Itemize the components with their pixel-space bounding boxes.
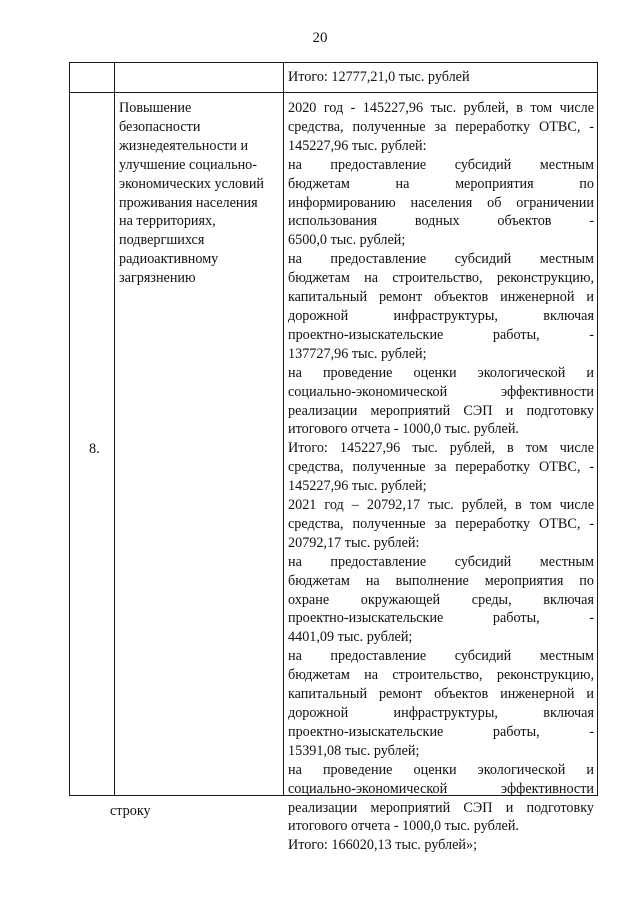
funding-line: средства, полученные за переработку ОТВС, - xyxy=(288,459,594,476)
footer-word: строку xyxy=(110,803,151,819)
funding-line: проектно-изыскательские работы, - xyxy=(288,326,594,343)
funding-line: 145227,96 тыс. рублей; xyxy=(288,478,427,495)
funding-line: информированию населения об ограничении xyxy=(288,194,594,211)
funding-line: использования водных объектов - xyxy=(288,213,594,230)
measure-line: Повышение xyxy=(119,100,192,116)
funding-line: на предоставление субсидий местным xyxy=(288,553,594,570)
funding-line: капитальный ремонт объектов инженерной и xyxy=(288,686,594,703)
funding-line: итогового отчета - 1000,0 тыс. рублей. xyxy=(288,421,519,438)
measure-line: улучшение социально- xyxy=(119,156,257,173)
top-row-total: Итого: 12777,21,0 тыс. рублей xyxy=(288,69,470,85)
funding-line: Итого: 166020,13 тыс. рублей»; xyxy=(288,837,478,854)
funding-line: капитальный ремонт объектов инженерной и xyxy=(288,289,594,306)
funding-line: на проведение оценки экологической и xyxy=(288,364,594,381)
row-divider xyxy=(70,92,597,93)
funding-line: 137727,96 тыс. рублей; xyxy=(288,345,427,362)
funding-line: на проведение оценки экологической и xyxy=(288,761,594,778)
measure-line: подвергшихся xyxy=(119,232,205,249)
funding-line: 15391,08 тыс. рублей; xyxy=(288,742,420,759)
funding-line: дорожной инфраструктуры, включая xyxy=(288,307,594,324)
column-divider-number xyxy=(114,63,115,795)
funding-line: итогового отчета - 1000,0 тыс. рублей. xyxy=(288,818,519,835)
funding-line: дорожной инфраструктуры, включая xyxy=(288,705,594,721)
row-number: 8. xyxy=(89,441,100,457)
measure-line: радиоактивному xyxy=(119,251,219,268)
funding-line: средства, полученные за переработку ОТВС, - xyxy=(288,515,594,532)
funding-line: социально-экономической эффективности xyxy=(288,383,594,400)
funding-line: бюджетам на мероприятия по xyxy=(288,175,594,192)
funding-line: средства, полученные за переработку ОТВС, - xyxy=(288,118,594,135)
funding-line: 6500,0 тыс. рублей; xyxy=(288,232,406,249)
measure-line: на территориях, xyxy=(119,213,216,230)
funding-line: охране окружающей среды, включая xyxy=(288,591,594,608)
funding-line: реализации мероприятий СЭП и подготовку xyxy=(288,799,594,816)
funding-line: бюджетам на строительство, реконструкцию, xyxy=(288,270,594,287)
funding-line: реализации мероприятий СЭП и подготовку xyxy=(288,402,594,419)
funding-line: на предоставление субсидий местным xyxy=(288,648,594,665)
funding-line: на предоставление субсидий местным xyxy=(288,156,594,173)
measure-line: проживания населения xyxy=(119,194,258,211)
measure-line: жизнедеятельности и xyxy=(119,137,249,154)
funding-line: 145227,96 тыс. рублей: xyxy=(288,137,427,154)
measure-line: экономических условий xyxy=(119,175,264,192)
funding-line: 2020 год - 145227,96 тыс. рублей, в том числе xyxy=(288,100,594,116)
measure-line: загрязнению xyxy=(119,270,196,287)
page-number: 20 xyxy=(312,30,328,46)
funding-line: социально-экономической эффективности xyxy=(288,780,594,797)
funding-line: 20792,17 тыс. рублей: xyxy=(288,534,420,551)
funding-line: на предоставление субсидий местным xyxy=(288,251,594,268)
funding-line: бюджетам на строительство, реконструкцию, xyxy=(288,667,594,684)
funding-details xyxy=(288,99,594,855)
funding-line: 4401,09 тыс. рублей; xyxy=(288,629,413,646)
funding-line: 2021 год – 20792,17 тыс. рублей, в том числе xyxy=(288,497,594,514)
funding-line: проектно-изыскательские работы, - xyxy=(288,723,594,740)
measure-line: безопасности xyxy=(119,118,201,135)
measure-name xyxy=(119,99,284,288)
funding-line: Итого: 145227,96 тыс. рублей, в том числе xyxy=(288,440,594,457)
funding-line: бюджетам на выполнение мероприятия по xyxy=(288,572,594,589)
funding-line: проектно-изыскательские работы, - xyxy=(288,610,594,627)
